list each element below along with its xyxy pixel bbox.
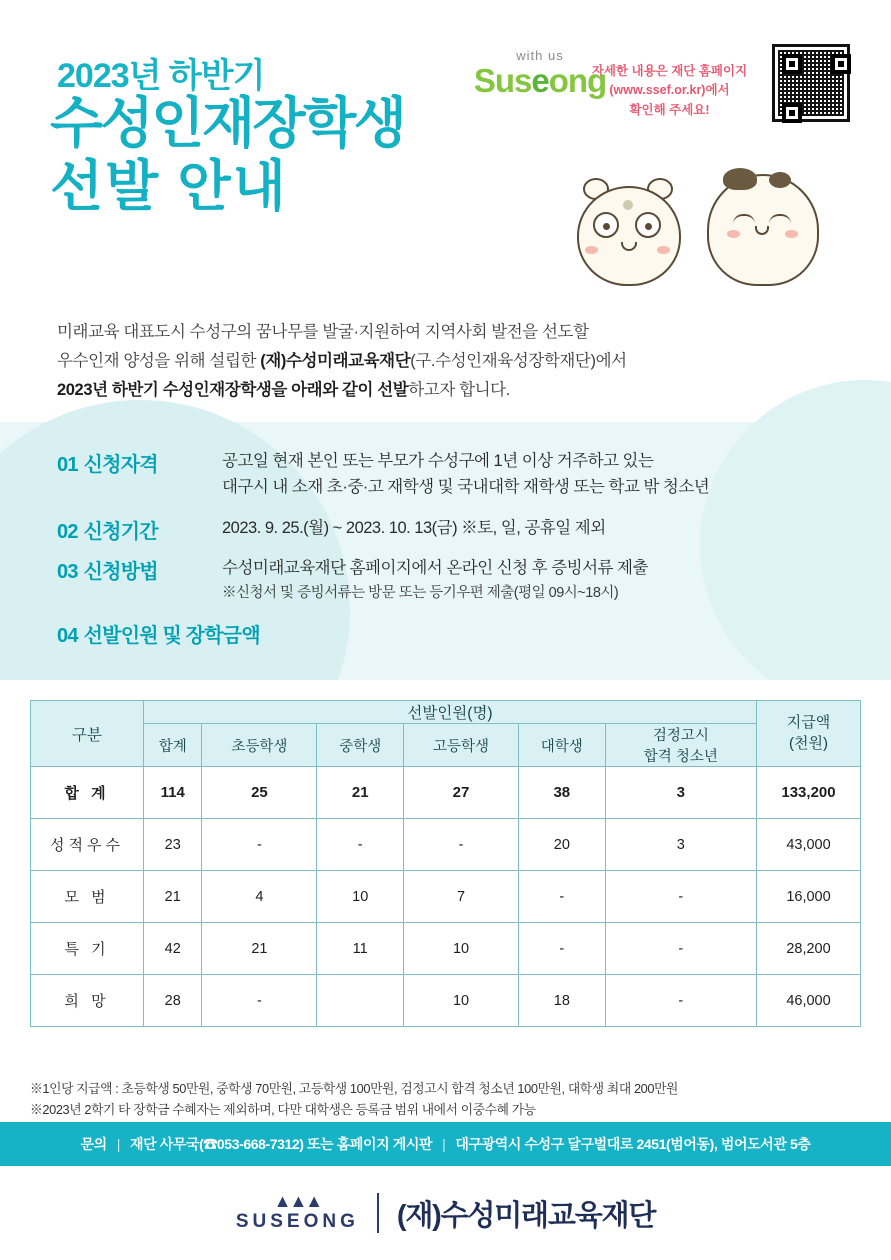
cell-university: - (518, 923, 605, 975)
table-header-row-2 (31, 724, 861, 767)
qr-note-line-1: 자세한 내용은 재단 홈페이지 (591, 64, 748, 78)
section-01-title: 신청자격 (83, 454, 158, 476)
cell-elementary: 4 (202, 871, 317, 923)
footnote-line-1: ※1인당 지급액 : 초등학생 50만원, 중학생 70만원, 고등학생 100만원, 검정고시 합격 청소년 100만원, 대학생 최대 200만원 (30, 1081, 679, 1096)
mountain-icon: ▲▲▲ (273, 1190, 322, 1211)
cell-elementary: 21 (202, 923, 317, 975)
cell-middle: 21 (317, 767, 404, 819)
cell-university: - (518, 871, 605, 923)
header-group-count: 선발인원(명) (144, 701, 757, 724)
header-gubun: 구분 (31, 701, 144, 767)
intro-line-3-strong: 2023년 하반기 수성인재장학생을 아래와 같이 선발 (57, 380, 409, 399)
section-04-title: 선발인원 및 장학금액 (83, 624, 260, 647)
cell-middle: - (317, 819, 404, 871)
section-03-body (222, 555, 891, 605)
footer-logo-bar (0, 1166, 891, 1260)
header-col-high: 고등학생 (404, 724, 519, 767)
cell-ged: - (605, 923, 756, 975)
cell-high: - (404, 819, 519, 871)
page-title (50, 92, 404, 219)
cell-elementary: 25 (202, 767, 317, 819)
cell-payment: 46,000 (757, 975, 861, 1027)
qr-finder-bottom-left (782, 103, 802, 123)
cell-high: 10 (404, 923, 519, 975)
foundation-logo (235, 1190, 656, 1234)
row-label: 합 계 (31, 767, 144, 819)
table-row (31, 975, 861, 1027)
section-03-heading (57, 555, 158, 584)
cell-total: 21 (144, 871, 202, 923)
cell-total: 28 (144, 975, 202, 1027)
section-01-number: 01 (57, 454, 78, 476)
section-04-number: 04 (57, 624, 78, 647)
cell-ged: 3 (605, 767, 756, 819)
section-03-line-1: 수성미래교육재단 홈페이지에서 온라인 신청 후 증빙서류 제출 (222, 559, 648, 578)
cell-high: 10 (404, 975, 519, 1027)
cell-payment: 16,000 (757, 871, 861, 923)
cell-total: 42 (144, 923, 202, 975)
section-02-body (222, 515, 891, 541)
table-header-row-1 (31, 701, 861, 724)
qr-finder-top-right (831, 54, 851, 74)
footer-contact-bar (0, 1122, 891, 1166)
qr-finder-top-left (782, 54, 802, 74)
header-payment-line-1: 지급액 (786, 714, 831, 732)
footer-contact-label: 문의 (80, 1136, 107, 1152)
section-02-number: 02 (57, 520, 78, 543)
title-line-1: 수성인재장학생 (50, 92, 405, 154)
section-01-heading (57, 448, 158, 477)
table-row (31, 871, 861, 923)
brand-name-part-2: ong (548, 62, 607, 99)
section-period (0, 515, 891, 541)
header-col-middle: 중학생 (317, 724, 404, 767)
logo-divider (377, 1193, 379, 1233)
cell-middle: 10 (317, 871, 404, 923)
section-03-title: 신청방법 (83, 561, 158, 584)
selection-table-wrapper (30, 700, 861, 1027)
qr-note (582, 62, 757, 120)
brand-name-leaf: e (531, 62, 549, 99)
cell-university: 18 (518, 975, 605, 1027)
section-02-title: 신청기간 (83, 520, 158, 543)
section-selection-count (0, 619, 891, 648)
header-col-ged-line-2: 합격 청소년 (643, 749, 718, 765)
row-label: 희 망 (31, 975, 144, 1027)
footer-address: 대구광역시 수성구 달구벌대로 2451(범어동), 범어도서관 5층 (455, 1136, 811, 1152)
intro-line-2 (57, 347, 847, 376)
intro-line-2-c: (구.수성인재육성장학재단)에서 (410, 351, 627, 370)
table-body (31, 767, 861, 1027)
footer-contact-value: 재단 사무국(☎053-668-7312) 또는 홈페이지 게시판 (129, 1136, 433, 1152)
section-01-body (222, 448, 891, 501)
header-payment-line-2: (천원) (789, 734, 828, 752)
section-qualification (0, 448, 891, 501)
section-03-line-2: ※신청서 및 증빙서류는 방문 또는 등기우편 제출(평일 09시~18시) (222, 584, 619, 601)
intro-line-2-a: 우수인재 양성을 위해 설립한 (57, 351, 261, 370)
selection-table (30, 700, 861, 1027)
title-year: 2023년 하반기 (57, 57, 265, 95)
header-col-total: 합계 (144, 724, 202, 767)
brand-withus-text: with us (516, 48, 564, 63)
poster-header (0, 0, 891, 300)
header-col-elementary: 초등학생 (202, 724, 317, 767)
cell-elementary: - (202, 975, 317, 1027)
cell-high: 7 (404, 871, 519, 923)
section-02-line-1: 2023. 9. 25.(월) ~ 2023. 10. 13(금) ※토, 일, 공휴일 제외 (222, 518, 606, 537)
cell-ged: 3 (605, 819, 756, 871)
intro-line-1: 미래교육 대표도시 수성구의 꿈나무를 발굴·지원하여 지역사회 발전을 선도할 (57, 323, 589, 341)
table-row (31, 767, 861, 819)
section-03-number: 03 (57, 561, 78, 584)
intro-paragraph (57, 318, 847, 405)
cell-elementary: - (202, 819, 317, 871)
section-method (0, 555, 891, 605)
cell-university: 38 (518, 767, 605, 819)
section-02-heading (57, 515, 158, 544)
cell-middle (317, 975, 404, 1027)
qr-code-icon[interactable] (772, 44, 850, 122)
cell-university: 20 (518, 819, 605, 871)
intro-line-3 (57, 376, 847, 405)
foundation-name: (재)수성미래교육재단 (396, 1199, 656, 1232)
qr-note-line-3: 확인해 주세요! (629, 102, 710, 117)
mascot-seal-icon (693, 160, 843, 288)
header-col-ged-line-1: 검정고시 (652, 728, 709, 744)
suseong-mark (235, 1190, 359, 1233)
qr-note-line-2: (www.ssef.or.kr)에서 (609, 83, 730, 98)
sections-list (0, 448, 891, 662)
table-row (31, 819, 861, 871)
row-label: 특 기 (31, 923, 144, 975)
row-label: 모 범 (31, 871, 144, 923)
footnotes (30, 1078, 870, 1120)
cell-ged: - (605, 975, 756, 1027)
mascot-group (575, 160, 865, 290)
section-01-line-1: 공고일 현재 본인 또는 부모가 수성구에 1년 이상 거주하고 있는 (222, 452, 654, 470)
title-line-2: 선발 안내 (50, 155, 288, 218)
suseong-wordmark: SUSEONG (235, 1211, 359, 1233)
cell-total: 23 (144, 819, 202, 871)
cell-payment: 133,200 (757, 767, 861, 819)
cell-total: 114 (144, 767, 202, 819)
cell-payment: 28,200 (757, 923, 861, 975)
footnote-line-2: ※2023년 2학기 타 장학금 수혜자는 제외하며, 다만 대학생은 등록금 범위 내에서 이중수혜 가능 (30, 1102, 536, 1118)
cell-ged: - (605, 871, 756, 923)
intro-foundation-name: (재)수성미래교육재단 (260, 351, 411, 370)
header-payment (757, 701, 861, 767)
cell-middle: 11 (317, 923, 404, 975)
section-01-line-2: 대구시 내 소재 초·중·고 재학생 및 국내대학 재학생 또는 학교 밖 청소년 (222, 478, 710, 497)
table-head (31, 701, 861, 767)
header-col-ged (605, 724, 756, 767)
intro-line-3-rest: 하고자 합니다. (408, 380, 510, 399)
section-04-heading (57, 619, 891, 648)
brand-name-part-1: Sus (473, 62, 532, 99)
table-row (31, 923, 861, 975)
cell-payment: 43,000 (757, 819, 861, 871)
header-col-university: 대학생 (518, 724, 605, 767)
mascot-owl-icon (575, 176, 695, 288)
footer-contact-text: 문의 | 재단 사무국(☎053-668-7312) 또는 홈페이지 게시판 | 대구광역시 수성구 달구벌대로 2451(범어동), 범어도서관 5층 (80, 1136, 811, 1152)
row-label: 성적우수 (31, 819, 144, 871)
cell-high: 27 (404, 767, 519, 819)
